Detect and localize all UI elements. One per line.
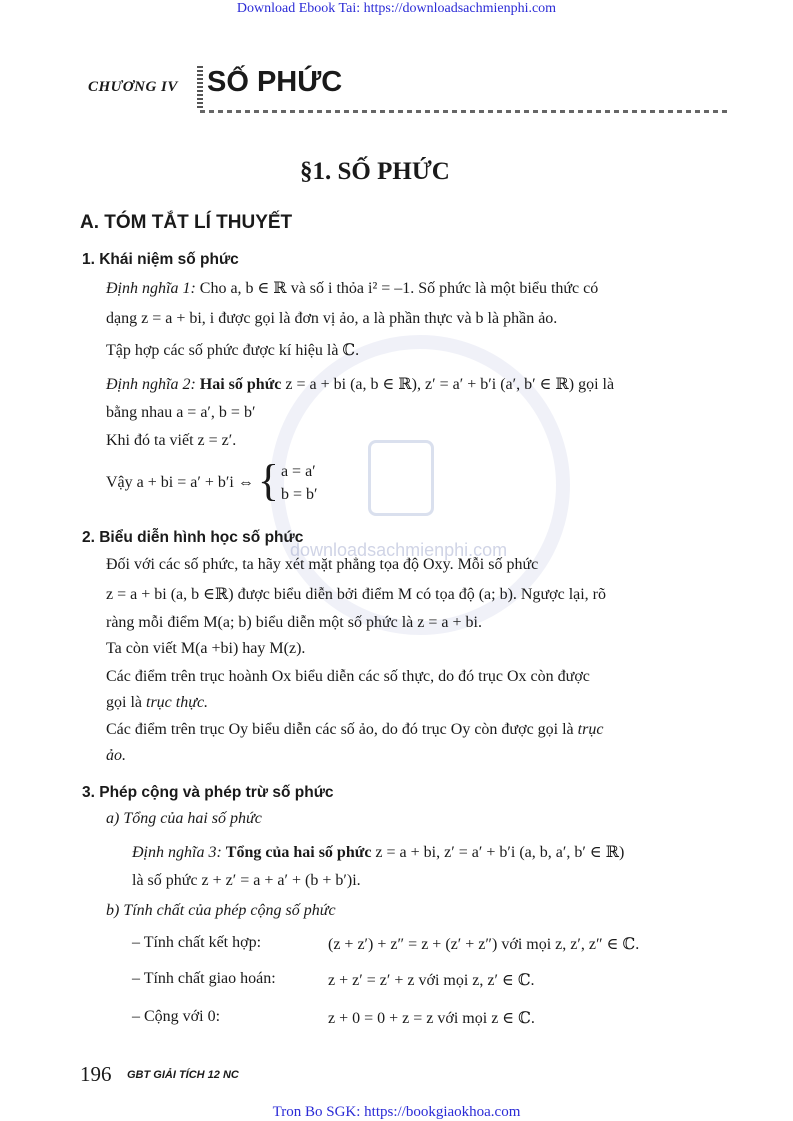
def1-label: Định nghĩa 1: [106,280,196,297]
geo-line-4: Ta còn viết M(a +bi) hay M(z). [106,640,306,657]
def3-text: z = a + bi, z′ = a′ + b′i (a, b, a′, b′ ∈ ℝ) [375,844,625,861]
watermark-text: downloadsachmienphi.com [290,540,508,560]
property-name: – Tính chất giao hoán: [132,970,276,987]
def2-line-3: Khi đó ta viết z = z′. [106,432,237,449]
property-formula: z + z′ = z′ + z với mọi z, z′ ∈ ℂ. [328,972,535,989]
def3-bold: Tổng của hai số phức [225,844,372,861]
def1-line [106,278,598,298]
geo-line-1: Đối với các số phức, ta hãy xét mặt phẳng tọa độ Oxy. Mỗi số phức [106,556,539,573]
footer-sgk-link[interactable]: Tron Bo SGK: https://bookgiaokhoa.com [272,1104,521,1120]
header-download-link[interactable]: Download Ebook Tai: https://downloadsachmienphi.com [236,1,557,16]
property-name: – Tính chất kết hợp: [132,934,262,951]
def1-text: Cho a, b ∈ ℝ và số i thỏa i² = –1. Số phức là một biểu thức có [199,280,599,297]
chapter-label: CHƯƠNG IV [88,79,178,95]
geo-line-3: ràng mỗi điểm M(a; b) biểu diễn một số phức là z = a + bi. [106,614,482,631]
def2-text: z = a + bi (a, b ∈ ℝ), z′ = a′ + b′i (a′, b′ ∈ ℝ) gọi là [285,376,615,393]
chapter-divider [200,110,728,113]
formula-sys-1: a = a′ [280,462,316,480]
term-imaginary-axis: trục [577,721,604,738]
formula-left: Vậy a + bi = a′ + b′i ⇔ [106,474,254,491]
geo-line-6 [106,694,208,712]
def1-line-3: Tập hợp các số phức được kí hiệu là ℂ. [106,342,360,359]
geo-line-2: z = a + bi (a, b ∈ℝ) được biểu diễn bởi điểm M có tọa độ (a; b). Ngược lại, rõ [106,586,607,603]
brace-icon: { [257,456,279,505]
subheading-properties: b) Tính chất của phép cộng số phức [106,902,336,919]
property-row [132,970,276,988]
chapter-title: SỐ PHỨC [207,66,343,98]
chapter-ornament [197,66,203,110]
book-title: GBT GIẢI TÍCH 12 NC [127,1069,239,1081]
geo-line-5: Các điểm trên trục hoành Ox biểu diễn các số thực, do đó trục Ox còn được [106,668,590,685]
section-title: §1. SỐ PHỨC [300,158,450,185]
property-row [132,1008,220,1026]
property-formula: (z + z′) + z″ = z + (z′ + z″) với mọi z, z′, z″ ∈ ℂ. [328,936,640,953]
subheading-sum: a) Tổng của hai số phức [106,810,262,827]
def2-line [106,374,614,394]
geo-line-7 [106,721,603,739]
page-number: 196 [80,1062,112,1086]
def2-line-2: bằng nhau a = a′, b = b′ [106,404,256,421]
heading-concept: 1. Khái niệm số phức [82,251,239,268]
geo-line-8: ảo. [106,747,126,764]
watermark-book-icon [368,440,434,516]
geo-line-6-text: gọi là [106,694,146,711]
equality-formula [106,458,317,508]
property-name: – Cộng với 0: [132,1008,221,1025]
term-real-axis: trục thực. [146,694,209,711]
def3-line [132,842,624,862]
formula-system [281,463,318,504]
heading-geometry: 2. Biểu diễn hình học số phức [82,529,304,546]
def3-line-2: là số phức z + z′ = a + a′ + (b + b′)i. [132,872,361,889]
formula-sys-2: b = b′ [280,485,318,503]
def2-bold: Hai số phức [199,376,282,393]
def2-label: Định nghĩa 2: [106,376,196,393]
def1-line-2: dạng z = a + bi, i được gọi là đơn vị ảo, a là phần thực và b là phần ảo. [106,310,558,327]
property-formula: z + 0 = 0 + z = z với mọi z ∈ ℂ. [328,1010,535,1027]
heading-addition: 3. Phép cộng và phép trừ số phức [82,784,334,801]
property-row [132,934,261,952]
part-a-heading: A. TÓM TẮT LÍ THUYẾT [80,212,293,233]
def3-label: Định nghĩa 3: [132,844,222,861]
geo-line-7-text: Các điểm trên trục Oy biểu diễn các số ảo, do đó trục Oy còn được gọi là [106,721,578,738]
